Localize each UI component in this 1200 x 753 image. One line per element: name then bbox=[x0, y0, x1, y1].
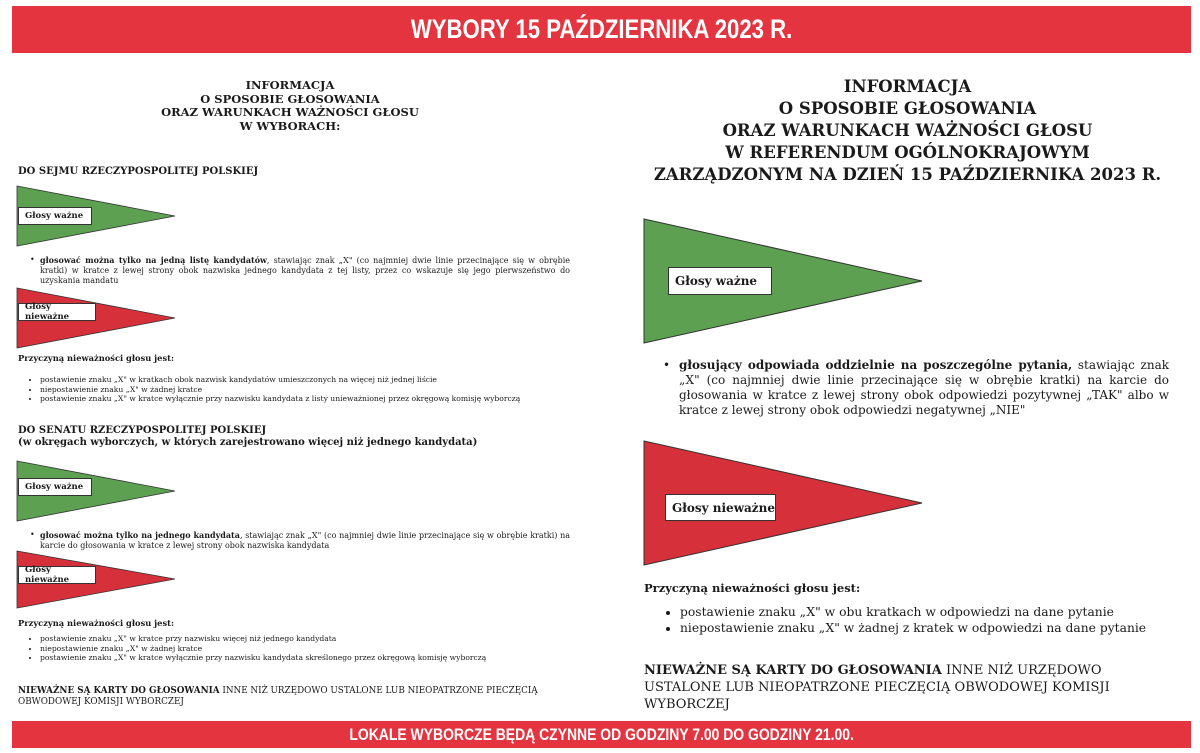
top-banner bbox=[12, 6, 1191, 53]
left-invalid-cards-note bbox=[18, 686, 583, 708]
right-heading-line: ZARZĄDZONYM NA DZIEŃ 15 PAŹDZIERNIKA 2023 R. bbox=[653, 165, 1162, 184]
senat-subtitle: (w okręgach wyborczych, w których zarejestrowano więcej niż jednego kandydata) bbox=[18, 437, 478, 448]
senat-reasons bbox=[20, 634, 600, 663]
referendum-valid-label: Głosy ważne bbox=[668, 267, 772, 295]
left-invalid-cards-text: INNE NIŻ URZĘDOWO USTALONE LUB NIEOPATRZONE PIECZĘCIĄ OBWODOWEJ KOMISJI WYBORCZEJ bbox=[18, 686, 538, 707]
sejm-reason-item: • postawienie znaku „X" w kratce wyłącznie przy nazwisku kandydata z listy unieważnionej przez okręgową komisję wyborczą bbox=[40, 394, 600, 404]
referendum-invalid-label: Głosy nieważne bbox=[665, 494, 776, 521]
top-banner-text: WYBORY 15 PAŹDZIERNIKA 2023 R. bbox=[410, 14, 793, 44]
senat-reason-item: • postawienie znaku „X" w kratce przy nazwisku więcej niż jednego kandydata bbox=[40, 634, 600, 644]
sejm-valid-rule bbox=[40, 255, 570, 287]
right-heading-line: ORAZ WARUNKACH WAŻNOŚCI GŁOSU bbox=[722, 121, 1093, 140]
senat-valid-label: Głosy ważne bbox=[18, 478, 92, 496]
senat-reason-item: • postawienie znaku „X" w kratce wyłącznie przy nazwisku kandydata skreślonego przez okręgową komisję wyborczą bbox=[40, 653, 600, 663]
senat-reason-item: • niepostawienie znaku „X" w żadnej kratce bbox=[40, 644, 600, 654]
sejm-reason-item: • postawienie znaku „X" w kratkach obok nazwisk kandydatów umieszczonych na więcej niż jednej liście bbox=[40, 375, 600, 385]
referendum-valid-rule-text: stawiając znak „X" (co najmniej dwie linie przecinające się w obrębie kratki) na karcie do głosowania w kratce z lewej strony obok odpowiedzi pozytywnej „TAK" albo w kratce z lewej strony obok odpowiedzi negatywnej „NIE" bbox=[679, 358, 1169, 417]
left-invalid-cards-bold: NIEWAŻNE SĄ KARTY DO GŁOSOWANIA bbox=[18, 686, 220, 696]
bottom-banner-text: LOKALE WYBORCZE BĘDĄ CZYNNE OD GODZINY 7.00 DO GODZINY 21.00. bbox=[349, 725, 854, 744]
right-heading-line: INFORMACJA bbox=[843, 77, 972, 96]
referendum-valid-rule: • głosujący odpowiada oddzielnie na poszczególne pytania, stawiając znak „X" (co najmniej dwie linie przecinające się w obrębie kratki) na karcie do głosowania w kratce z lewej strony obok odpowiedzi pozytywnej „TAK" albo w kratce z lewej strony obok odpowiedzi negatywnej „NIE" bbox=[663, 358, 1169, 417]
sejm-title: DO SEJMU RZECZYPOSPOLITEJ POLSKIEJ bbox=[18, 166, 259, 177]
sejm-reason-item: • niepostawienie znaku „X" w żadnej kratce bbox=[40, 385, 600, 395]
right-invalid-cards-text: INNE NIŻ URZĘDOWO USTALONE LUB NIEOPATRZONE PIECZĘCIĄ OBWODOWEJ KOMISJI WYBORCZEJ bbox=[644, 663, 1110, 712]
sejm-valid-rule-bold: głosować można tylko na jedną listę kandydatów bbox=[40, 255, 267, 265]
left-heading-line: INFORMACJA bbox=[245, 78, 335, 92]
referendum-reason-item: • postawienie znaku „X" w obu kratkach w odpowiedzi na dane pytanie bbox=[680, 604, 1200, 620]
right-heading-line: W REFERENDUM OGÓLNOKRAJOWYM bbox=[725, 143, 1090, 162]
left-heading-line: ORAZ WARUNKACH WAŻNOŚCI GŁOSU bbox=[161, 105, 419, 119]
left-heading bbox=[140, 79, 440, 133]
referendum-reasons bbox=[660, 604, 1200, 636]
right-heading-line: O SPOSOBIE GŁOSOWANIA bbox=[778, 99, 1037, 118]
referendum-reason-item: • niepostawienie znaku „X" w żadnej z kratek w odpowiedzi na dane pytanie bbox=[680, 620, 1200, 636]
right-invalid-cards-note bbox=[644, 662, 1174, 713]
sejm-reasons bbox=[20, 375, 600, 404]
senat-title-line: DO SENATU RZECZYPOSPOLITEJ POLSKIEJ bbox=[18, 425, 267, 436]
senat-valid-rule bbox=[40, 530, 570, 551]
senat-title bbox=[18, 425, 477, 449]
senat-reason-title: Przyczyną nieważności głosu jest: bbox=[18, 618, 175, 628]
left-heading-line: W WYBORACH: bbox=[239, 118, 341, 133]
referendum-valid-rule-bold: głosujący odpowiada oddzielnie na poszczególne pytania, bbox=[679, 358, 1073, 372]
bottom-banner bbox=[12, 721, 1191, 748]
left-heading-line: O SPOSOBIE GŁOSOWANIA bbox=[200, 91, 380, 106]
senat-valid-rule-text: , stawiając znak „X" (co najmniej dwie linie przecinające się w obrębie kratki) na karcie do głosowania w kratce z lewej strony obok nazwiska kandydata bbox=[40, 531, 571, 551]
sejm-valid-rule-text: , stawiając znak „X" (co najmniej dwie linie przecinające się w obrębie kratki) w kratce z lewej strony obok nazwiska jednego kandydata z tej listy, przez co wskazuje się jego pierwszeństwo do uzyskania mandatu bbox=[40, 256, 571, 286]
sejm-valid-label: Głosy ważne bbox=[18, 207, 92, 225]
senat-valid-rule-bold: głosować można tylko na jednego kandydata bbox=[40, 530, 240, 540]
right-invalid-cards-bold: NIEWAŻNE SĄ KARTY DO GŁOSOWANIA bbox=[644, 663, 942, 678]
right-heading bbox=[620, 76, 1195, 186]
sejm-reason-title: Przyczyną nieważności głosu jest: bbox=[18, 353, 175, 363]
referendum-reason-title: Przyczyną nieważności głosu jest: bbox=[644, 581, 861, 595]
senat-invalid-label: Głosy nieważne bbox=[18, 566, 96, 584]
sejm-invalid-label: Głosy nieważne bbox=[18, 303, 96, 321]
